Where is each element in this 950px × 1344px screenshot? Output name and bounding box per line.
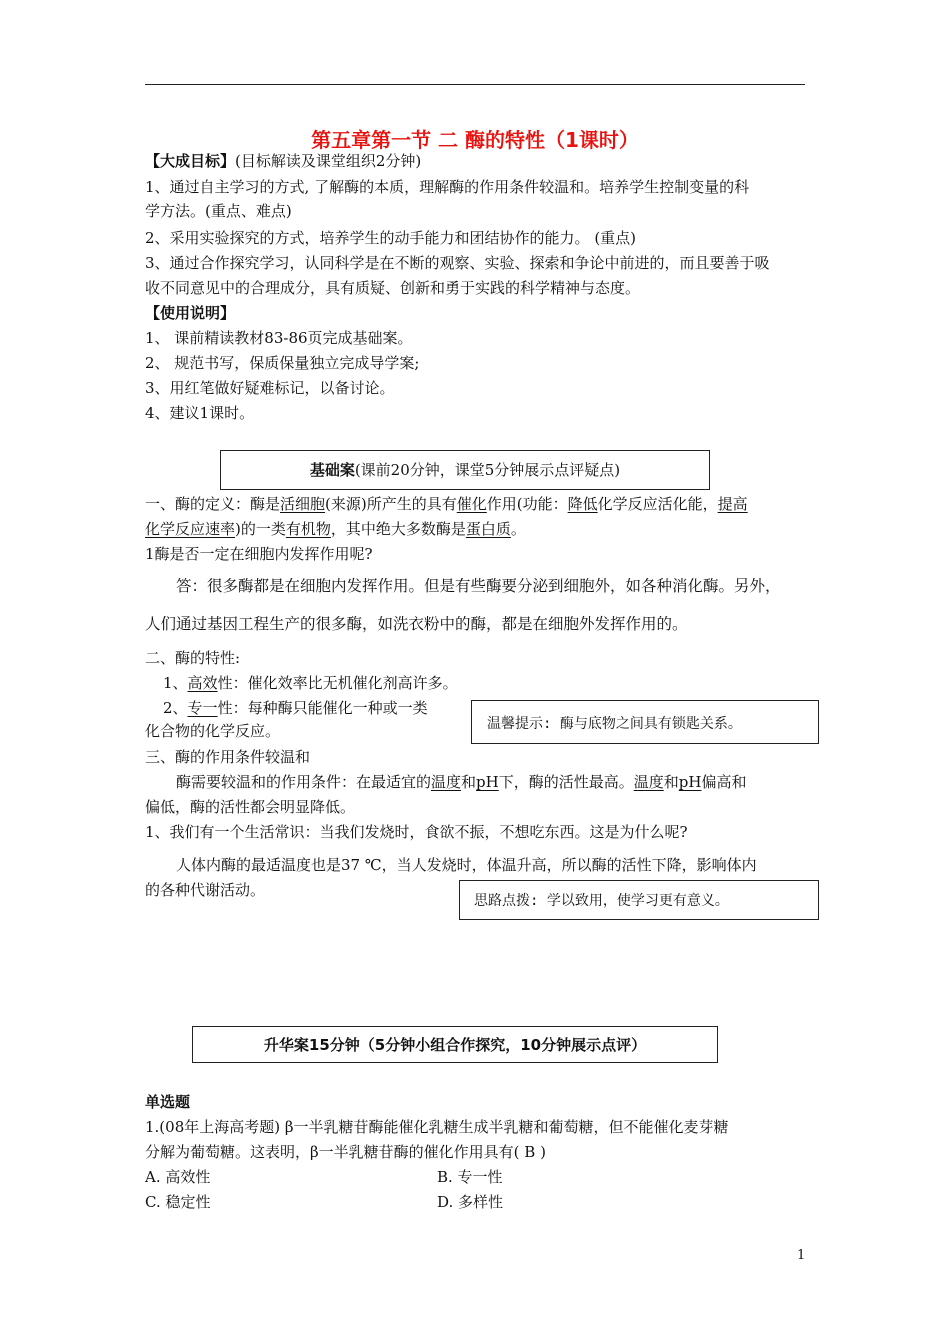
traits-heading: 二、酶的特性: [145,649,241,667]
basic-section-note: (课前20分钟，课堂5分钟展示点评疑点) [354,461,621,479]
goals-heading: 【大成目标】 [145,152,236,170]
mc-option: A. 高效性 [145,1168,211,1186]
def-answer-function: 催化 [456,495,487,513]
conditions-heading: 三、酶的作用条件较温和 [145,748,311,766]
cond-answer-temp: 温度 [431,773,462,791]
cond-answer-ph: pH [678,773,702,791]
cond-text: 下，酶的活性最高。 [498,773,634,791]
answer-1-line2: 人们通过基因工程生产的很多酶，如洗衣粉中的酶，都是在细胞外发挥作用的。 [145,615,688,633]
advanced-section-heading: 升华案15分钟（5分钟小组合作探究，10分钟展示点评） [263,1036,647,1054]
usage-item: 4、建议1课时。 [145,404,255,422]
def-answer-source: 活细胞 [280,495,326,513]
question-1: 1酶是否一定在细胞内发挥作用呢? [145,545,373,563]
def-text: 。 [510,520,526,538]
trait-specificity-cont: 化合物的化学反应。 [145,722,281,740]
trait-text: 性：催化效率比无机催化剂高许多。 [217,674,458,692]
usage-item: 2、 规范书写，保质保量独立完成导学案; [145,354,420,372]
goal-1: 1、通过自主学习的方式, 了解酶的本质，理解酶的作用条件较温和。培养学生控制变量的科 [145,178,750,196]
goal-3: 3、通过合作探究学习，认同科学是在不断的观察、实验、探索和争论中前进的，而且要善于吸 [145,254,770,272]
mc-option: B. 专一性 [437,1168,503,1186]
basic-section-heading [220,460,710,480]
conditions-line1 [176,772,746,792]
tip-thinking-text: 思路点拨: 学以致用，使学习更有意义。 [474,893,729,909]
def-text: ，其中绝大多数酶是 [330,520,466,538]
cond-text: 和 [663,773,679,791]
usage-item: 1、 课前精读教材83-86页完成基础案。 [145,329,413,347]
trait-text: 性：每种酶只能催化一种或一类 [217,699,428,717]
def-answer-protein: 蛋白质 [465,520,511,538]
usage-heading: 【使用说明】 [145,304,236,322]
conditions-line2: 偏低，酶的活性都会明显降低。 [145,798,356,816]
answer-2-line2: 的各种代谢活动。 [145,881,266,899]
mc-heading: 单选题 [145,1093,191,1111]
mc-question-line2: 分解为葡萄糖。这表明，β一半乳糖苷酶的催化作用具有( B ) [145,1143,546,1161]
cond-text: 偏高和 [701,773,747,791]
trait-efficiency [163,673,458,693]
cond-answer-temp: 温度 [633,773,664,791]
def-answer-raise: 提高 [717,495,748,513]
enzyme-definition-line2 [145,519,526,539]
def-text: (来源)所产生的具有 [325,495,457,513]
def-text: 作用(功能： [486,495,568,513]
goal-3-cont: 收不同意见中的合理成分，具有质疑、创新和勇于实践的科学精神与态度。 [145,279,641,297]
mc-option: C. 稳定性 [145,1193,211,1211]
goals-heading-note: (目标解读及课堂组织2分钟) [235,152,422,170]
cond-text: 酶需要较温和的作用条件：在最适宜的 [176,773,432,791]
mc-question-line1: 1.(08年上海高考题) β一半乳糖苷酶能催化乳糖生成半乳糖和葡萄糖，但不能催化麦芽糖 [145,1118,729,1136]
enzyme-definition-line1 [145,494,748,514]
trait-answer: 高效 [187,674,218,692]
answer-1-line1: 答：很多酶都是在细胞内发挥作用。但是有些酶要分泌到细胞外，如各种消化酶。另外， [176,577,781,595]
def-answer-lower: 降低 [567,495,598,513]
goals-heading-line [145,151,421,171]
tip-lock-key-text: 温馨提示: 酶与底物之间具有锁匙关系。 [487,716,742,732]
usage-item: 3、用红笔做好疑难标记，以备讨论。 [145,379,395,397]
def-text: )的一类 [235,520,286,538]
trait-specificity [163,698,428,718]
cond-answer-ph: pH [476,773,499,791]
mc-option: D. 多样性 [437,1193,504,1211]
trait-number: 1、 [163,674,188,692]
def-answer-organic: 有机物 [285,520,331,538]
trait-answer: 专一 [187,699,218,717]
page-title: 第五章第一节 二 酶的特性（1课时） [311,128,639,152]
def-text: 化学反应活化能， [597,495,718,513]
page-number: 1 [797,1248,806,1263]
answer-2-line1: 人体内酶的最适温度也是37 ℃，当人发烧时，体温升高，所以酶的活性下降，影响体内 [176,856,757,874]
header-rule [145,84,805,85]
trait-number: 2、 [163,699,188,717]
def-answer-rate: 化学反应速率 [145,520,236,538]
cond-text: 和 [461,773,477,791]
goal-1-cont: 学方法。(重点、难点) [145,202,292,220]
basic-section-label: 基础案 [309,461,355,479]
def-text: 一、酶的定义：酶是 [145,495,281,513]
goal-2: 2、采用实验探究的方式，培养学生的动手能力和团结协作的能力。 (重点) [145,229,637,247]
question-2: 1、我们有一个生活常识：当我们发烧时，食欲不振，不想吃东西。这是为什么呢? [145,823,688,841]
